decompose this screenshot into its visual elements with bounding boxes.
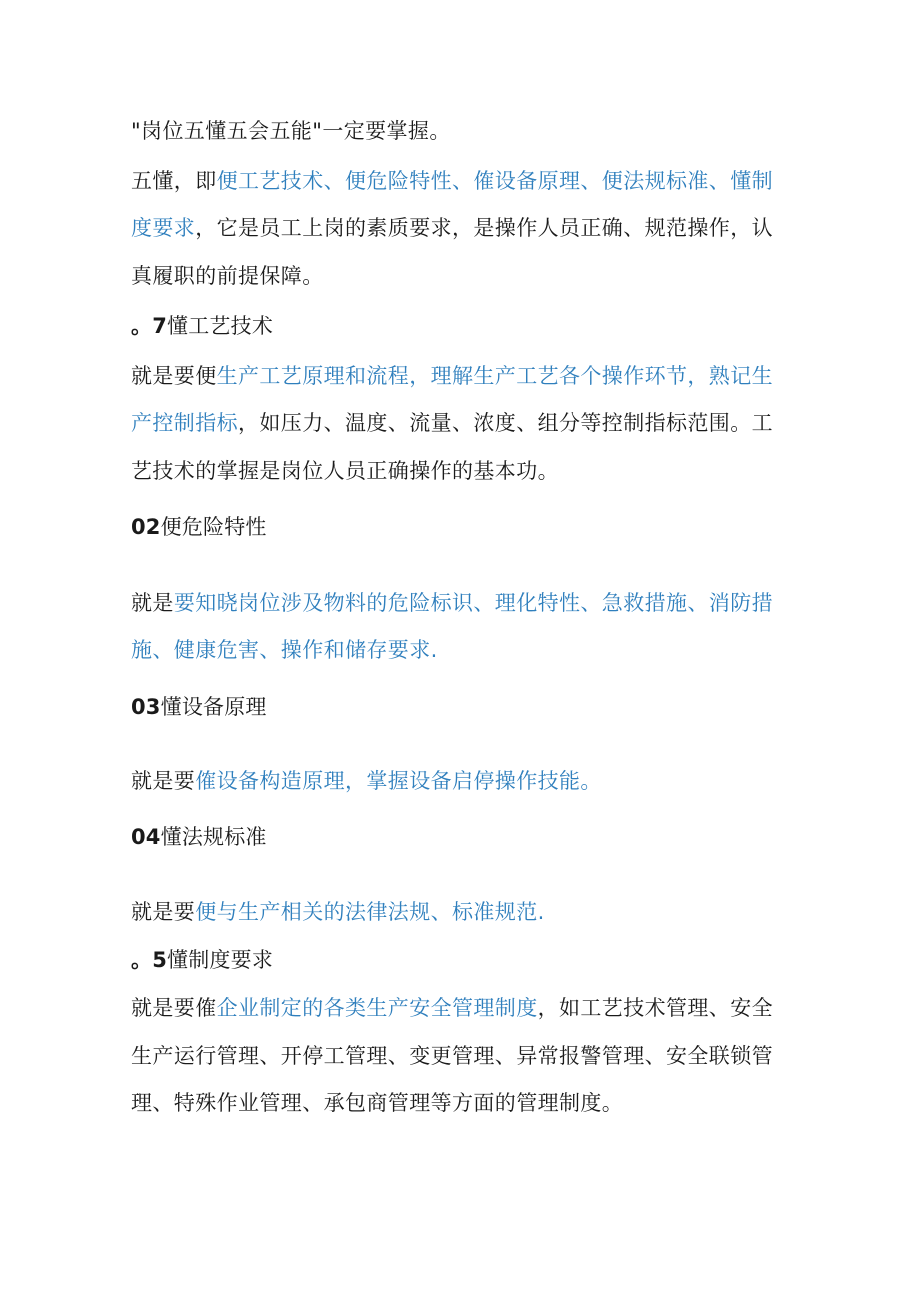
section-heading-1 [131,311,791,341]
section-5-line-3: 理、特殊作业管理、承包商管理等方面的管理制度。 [131,1091,624,1115]
body-text: 就是 [131,591,174,615]
section-2-line-1 [131,588,791,618]
section-5-line-1 [131,993,791,1023]
section-heading-5 [131,945,791,975]
section-heading-4 [131,822,791,852]
body-text: 就是要 [131,900,196,924]
body-highlight: 企业制定的各类生产安全管理制度 [216,996,538,1020]
section-number: 。7 [131,314,168,338]
section-number: 04 [131,825,161,849]
body-highlight: 傕设备构造原理，掌握设备启停操作技能。 [195,769,602,793]
section-heading-3 [131,692,791,722]
body-text: 就是要傕 [131,996,217,1020]
intro-highlight: 度要求 [131,216,196,240]
section-2-line-2: 施、健康危害、操作和储存要求. [131,638,438,662]
section-title: 懂法规标准 [160,825,267,849]
section-heading-2 [131,512,791,542]
body-highlight: 便与生产相关的法律法规、标准规范. [195,900,545,924]
body-text: ，如压力、温度、流量、浓度、组分等控制指标范围。工 [238,411,773,435]
section-1-line-3: 艺技术的掌握是岗位人员正确操作的基本功。 [131,459,559,483]
document-title: "岗位五懂五会五能"一定要掌握。 [131,119,451,143]
section-1-line-1 [131,361,791,391]
section-3-line-1 [131,766,791,796]
body-highlight: 产控制指标 [131,411,238,435]
section-number: 03 [131,695,161,719]
intro-line-2 [131,213,791,243]
section-title: 便危险特性 [160,515,267,539]
body-highlight: 要知晓岗位涉及物料的危险标识、理化特性、急救措施、消防措 [173,591,774,615]
body-text: 就是要 [131,769,196,793]
section-number: 。5 [131,948,168,972]
section-title: 懂设备原理 [160,695,267,719]
body-highlight: 生产工艺原理和流程，理解生产工艺各个操作环节，熟记生 [216,364,774,388]
section-number: 02 [131,515,161,539]
section-title: 懂制度要求 [167,948,274,972]
intro-text: 五懂，即 [131,169,217,193]
intro-line-3: 真履职的前提保障。 [131,264,324,288]
body-text: 就是要便 [131,364,217,388]
section-title: 懂工艺技术 [167,314,274,338]
intro-text: ，它是员工上岗的素质要求，是操作人员正确、规范操作，认 [195,216,774,240]
section-5-line-2: 生产运行管理、开停工管理、变更管理、异常报警管理、安全联锁管 [131,1044,773,1068]
section-1-line-2 [131,408,791,438]
intro-highlight: 便工艺技术、便危险特性、傕设备原理、便法规标准、懂制 [216,169,774,193]
body-text: ，如工艺技术管理、安全 [537,996,774,1020]
intro-line-1 [131,166,791,196]
section-4-line-1 [131,897,791,927]
